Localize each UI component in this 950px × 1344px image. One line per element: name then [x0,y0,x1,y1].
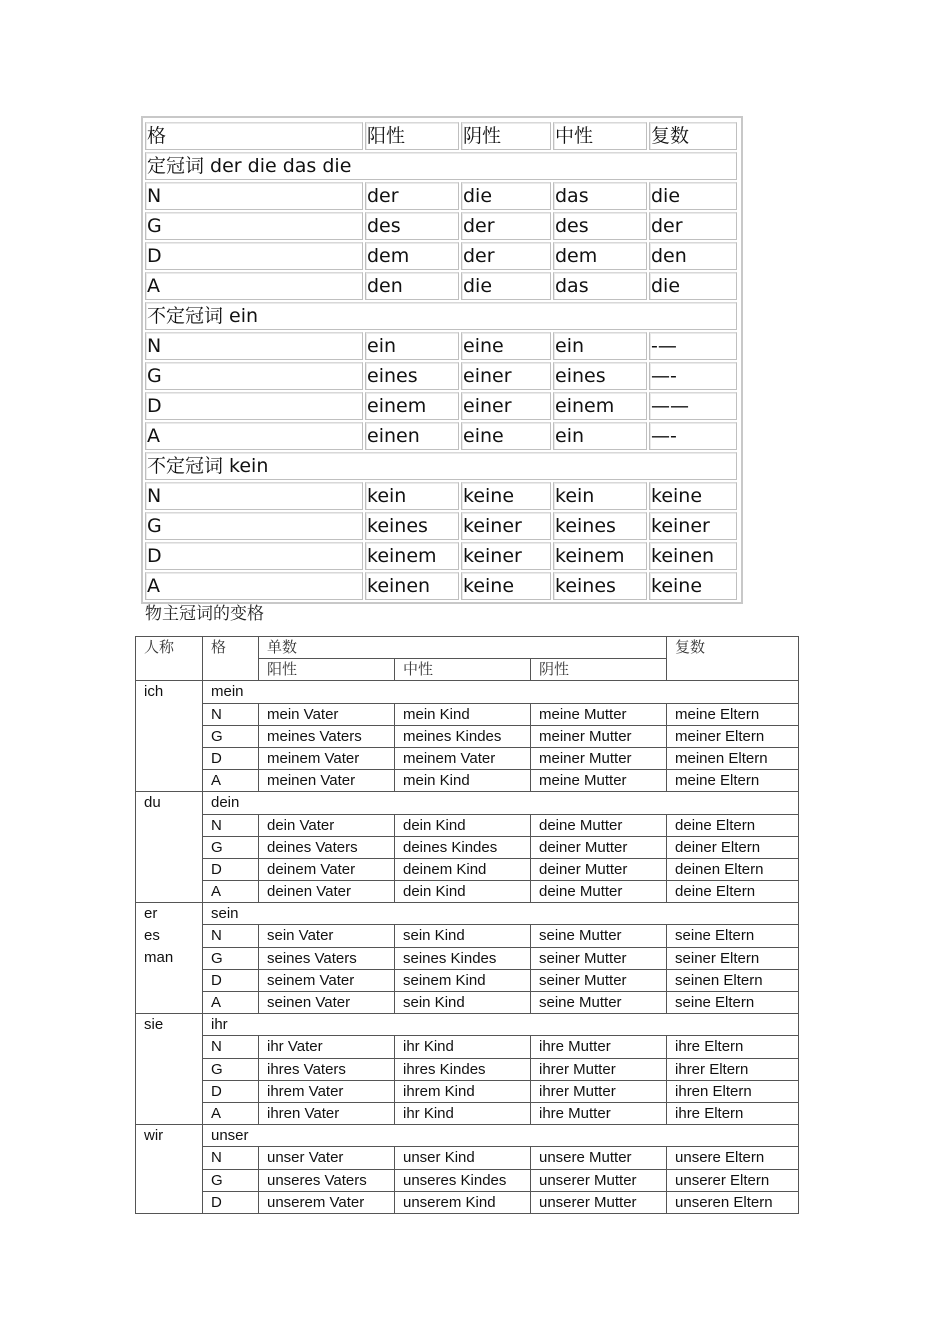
article-form-cell: keiner [649,512,737,540]
article-form-cell: das [553,272,647,300]
possessive-form-cell: seinem Vater [259,969,395,991]
article-form-cell: der [649,212,737,240]
article-table-body [145,150,739,600]
article-form-cell: die [649,182,737,210]
possessive-form-cell: ihre Mutter [531,1102,667,1124]
article-form-cell: das [553,182,647,210]
possessive-form-cell: meiner Mutter [531,747,667,769]
possessive-form-cell: seinen Vater [259,992,395,1014]
possessive-case-cell: G [203,1169,259,1191]
possessive-form-cell: deinen Eltern [667,858,799,880]
possessive-case-cell: D [203,1080,259,1102]
article-section-title: 定冠词 der die das die [145,152,737,180]
article-row [145,480,739,510]
possessive-form-cell: meinem Vater [259,747,395,769]
possessive-row [136,1036,799,1058]
article-form-cell: keine [649,572,737,600]
article-case-cell: G [145,362,363,390]
possessive-form-cell: deiner Mutter [531,858,667,880]
article-table-header-row [145,120,739,150]
possessive-form-cell: seine Mutter [531,992,667,1014]
definite-indefinite-article-table [141,116,743,604]
possessive-form-cell: unserer Mutter [531,1169,667,1191]
possessive-form-cell: ihrer Mutter [531,1058,667,1080]
possessive-form-cell: deiner Eltern [667,836,799,858]
possessive-form-cell: meiner Eltern [667,725,799,747]
article-row [145,240,739,270]
person-cell [136,1125,203,1214]
article-form-cell: der [461,242,551,270]
possessive-form-cell: ihrem Kind [395,1080,531,1102]
article-form-cell: keinen [365,572,459,600]
article-form-cell: eines [553,362,647,390]
person-pronoun: wir [144,1127,164,1145]
possessive-form-cell: seines Vaters [259,947,395,969]
possessive-row [136,1102,799,1124]
article-form-cell: —- [649,422,737,450]
possessive-case-cell: D [203,747,259,769]
possessive-row [136,703,799,725]
possessive-row [136,1169,799,1191]
article-form-cell: -— [649,332,737,360]
article-form-cell: keine [461,482,551,510]
possessive-case-cell: N [203,703,259,725]
possessive-form-cell: seiner Eltern [667,947,799,969]
header-case: 格 [145,122,363,150]
article-form-cell: keinen [649,542,737,570]
possessive-form-cell: dein Vater [259,814,395,836]
possessive-form-cell: ihre Eltern [667,1102,799,1124]
possessive-form-cell: sein Kind [395,925,531,947]
possessive-form-cell: dein Kind [395,881,531,903]
possessive-stem: mein [203,681,799,703]
article-case-cell: D [145,542,363,570]
person-pronoun: es [144,927,160,945]
article-form-cell: keine [649,482,737,510]
article-case-cell: N [145,182,363,210]
article-row [145,330,739,360]
header-singular: 单数 [259,637,667,659]
article-row [145,510,739,540]
article-row [145,570,739,600]
possessive-form-cell: sein Vater [259,925,395,947]
possessive-form-cell: meine Mutter [531,703,667,725]
possessive-case-cell: G [203,1058,259,1080]
article-form-cell: keines [553,572,647,600]
article-case-cell: N [145,482,363,510]
possessive-form-cell: mein Vater [259,703,395,725]
possessive-form-cell: mein Kind [395,703,531,725]
possessive-case-cell: G [203,836,259,858]
possessive-form-cell: ihres Kindes [395,1058,531,1080]
possessive-form-cell: sein Kind [395,992,531,1014]
article-form-cell: keines [365,512,459,540]
person-pronoun: er [144,905,158,923]
article-form-cell: keines [553,512,647,540]
header-case: 格 [203,637,259,681]
possessive-form-cell: unsere Mutter [531,1147,667,1169]
header-plural: 复数 [649,122,737,150]
possessive-form-cell: deinem Vater [259,858,395,880]
article-form-cell: des [553,212,647,240]
possessive-row [136,725,799,747]
article-section-title: 不定冠词 kein [145,452,737,480]
possessive-row [136,925,799,947]
possessive-table-caption: 物主冠词的变格 [145,604,264,624]
header-plural: 复数 [667,637,799,681]
possessive-form-cell: seine Eltern [667,925,799,947]
article-form-cell: den [649,242,737,270]
possessive-case-cell: A [203,770,259,792]
possessive-form-cell: seine Mutter [531,925,667,947]
article-section-title: 不定冠词 ein [145,302,737,330]
possessive-row [136,969,799,991]
possessive-form-cell: deine Eltern [667,881,799,903]
possessive-case-cell: A [203,992,259,1014]
header-masculine: 阳性 [365,122,459,150]
possessive-form-cell: unseres Kindes [395,1169,531,1191]
possessive-form-cell: ihren Vater [259,1102,395,1124]
possessive-form-cell: seiner Mutter [531,947,667,969]
possessive-stem-row [136,903,799,925]
possessive-header-row [136,637,799,659]
possessive-form-cell: ihr Kind [395,1036,531,1058]
possessive-form-cell: deines Vaters [259,836,395,858]
article-form-cell: eines [365,362,459,390]
person-cell [136,903,203,1014]
article-form-cell: ein [553,422,647,450]
article-case-cell: A [145,272,363,300]
article-form-cell: einer [461,392,551,420]
possessive-form-cell: seine Eltern [667,992,799,1014]
possessive-form-cell: ihre Mutter [531,1036,667,1058]
possessive-form-cell: meinen Eltern [667,747,799,769]
header-feminine: 阴性 [531,659,667,681]
possessive-form-cell: meinen Vater [259,770,395,792]
article-form-cell: —- [649,362,737,390]
possessive-form-cell: ihr Kind [395,1102,531,1124]
possessive-form-cell: unser Vater [259,1147,395,1169]
possessive-case-cell: G [203,725,259,747]
possessive-form-cell: meine Eltern [667,703,799,725]
possessive-case-cell: A [203,881,259,903]
possessive-stem-row [136,1014,799,1036]
person-cell [136,681,203,792]
possessive-form-cell: ihrer Eltern [667,1058,799,1080]
possessive-form-cell: ihren Eltern [667,1080,799,1102]
possessive-form-cell: ihrem Vater [259,1080,395,1102]
article-form-cell: dem [553,242,647,270]
header-person: 人称 [136,637,203,681]
article-row [145,540,739,570]
person-pronoun: man [144,949,174,967]
possessive-form-cell: meinem Vater [395,747,531,769]
possessive-form-cell: unserer Eltern [667,1169,799,1191]
possessive-form-cell: unseren Eltern [667,1191,799,1213]
possessive-form-cell: dein Kind [395,814,531,836]
article-form-cell: kein [553,482,647,510]
possessive-row [136,747,799,769]
possessive-row [136,992,799,1014]
possessive-case-cell: N [203,925,259,947]
article-form-cell: eine [461,332,551,360]
article-form-cell: des [365,212,459,240]
possessive-form-cell: meines Kindes [395,725,531,747]
person-pronoun: ich [144,683,164,701]
article-form-cell: ein [365,332,459,360]
possessive-stem-row [136,681,799,703]
possessive-form-cell: seinen Eltern [667,969,799,991]
article-section-title-row [145,450,739,480]
possessive-form-cell: ihr Vater [259,1036,395,1058]
possessive-stem: sein [203,903,799,925]
article-case-cell: N [145,332,363,360]
possessive-form-cell: ihre Eltern [667,1036,799,1058]
possessive-row [136,881,799,903]
article-form-cell: einen [365,422,459,450]
possessive-row [136,836,799,858]
article-section-title-row [145,150,739,180]
article-section-title-row [145,300,739,330]
possessive-form-cell: meine Mutter [531,770,667,792]
article-row [145,210,739,240]
possessive-row [136,1058,799,1080]
article-row [145,420,739,450]
possessive-stem-row [136,792,799,814]
article-form-cell: —— [649,392,737,420]
article-form-cell: einem [365,392,459,420]
possessive-form-cell: seinem Kind [395,969,531,991]
possessive-form-cell: unserem Vater [259,1191,395,1213]
possessive-stem-row [136,1125,799,1147]
person-pronoun: du [144,794,161,812]
article-row [145,180,739,210]
possessive-case-cell: D [203,858,259,880]
article-case-cell: G [145,212,363,240]
possessive-case-cell: D [203,1191,259,1213]
article-form-cell: keiner [461,512,551,540]
possessive-form-cell: meiner Mutter [531,725,667,747]
article-row [145,360,739,390]
article-form-cell: der [461,212,551,240]
possessive-form-cell: mein Kind [395,770,531,792]
possessive-form-cell: deine Mutter [531,881,667,903]
possessive-row [136,770,799,792]
possessive-article-table [135,636,799,1214]
possessive-case-cell: N [203,1036,259,1058]
article-form-cell: einer [461,362,551,390]
possessive-form-cell: unsere Eltern [667,1147,799,1169]
possessive-case-cell: N [203,1147,259,1169]
possessive-row [136,814,799,836]
possessive-form-cell: deine Mutter [531,814,667,836]
possessive-form-cell: unser Kind [395,1147,531,1169]
person-pronoun: sie [144,1016,164,1034]
possessive-form-cell: seines Kindes [395,947,531,969]
article-form-cell: keinem [365,542,459,570]
possessive-case-cell: A [203,1102,259,1124]
article-case-cell: A [145,572,363,600]
article-form-cell: keiner [461,542,551,570]
article-form-cell: die [461,182,551,210]
header-feminine: 阴性 [461,122,551,150]
person-cell [136,792,203,903]
possessive-stem: dein [203,792,799,814]
header-neuter: 中性 [395,659,531,681]
possessive-form-cell: deiner Mutter [531,836,667,858]
possessive-form-cell: unserem Kind [395,1191,531,1213]
possessive-form-cell: ihres Vaters [259,1058,395,1080]
article-case-cell: G [145,512,363,540]
possessive-row [136,858,799,880]
article-form-cell: einem [553,392,647,420]
possessive-form-cell: ihrer Mutter [531,1080,667,1102]
article-form-cell: keinem [553,542,647,570]
article-row [145,390,739,420]
article-case-cell: D [145,242,363,270]
header-masculine: 阳性 [259,659,395,681]
possessive-row [136,947,799,969]
possessive-case-cell: D [203,969,259,991]
possessive-form-cell: deinem Kind [395,858,531,880]
header-neuter: 中性 [553,122,647,150]
possessive-form-cell: meine Eltern [667,770,799,792]
possessive-case-cell: G [203,947,259,969]
possessive-form-cell: unseres Vaters [259,1169,395,1191]
possessive-form-cell: meines Vaters [259,725,395,747]
person-cell [136,1014,203,1125]
article-case-cell: A [145,422,363,450]
article-form-cell: eine [461,422,551,450]
article-form-cell: den [365,272,459,300]
article-form-cell: der [365,182,459,210]
article-form-cell: dem [365,242,459,270]
possessive-form-cell: deine Eltern [667,814,799,836]
possessive-form-cell: deines Kindes [395,836,531,858]
possessive-form-cell: unserer Mutter [531,1191,667,1213]
article-form-cell: kein [365,482,459,510]
possessive-row [136,1080,799,1102]
possessive-form-cell: seiner Mutter [531,969,667,991]
possessive-stem: ihr [203,1014,799,1036]
article-form-cell: keine [461,572,551,600]
possessive-case-cell: N [203,814,259,836]
article-form-cell: die [649,272,737,300]
possessive-row [136,1191,799,1213]
article-form-cell: ein [553,332,647,360]
possessive-row [136,1147,799,1169]
article-row [145,270,739,300]
article-case-cell: D [145,392,363,420]
possessive-stem: unser [203,1125,799,1147]
possessive-form-cell: deinen Vater [259,881,395,903]
article-form-cell: die [461,272,551,300]
